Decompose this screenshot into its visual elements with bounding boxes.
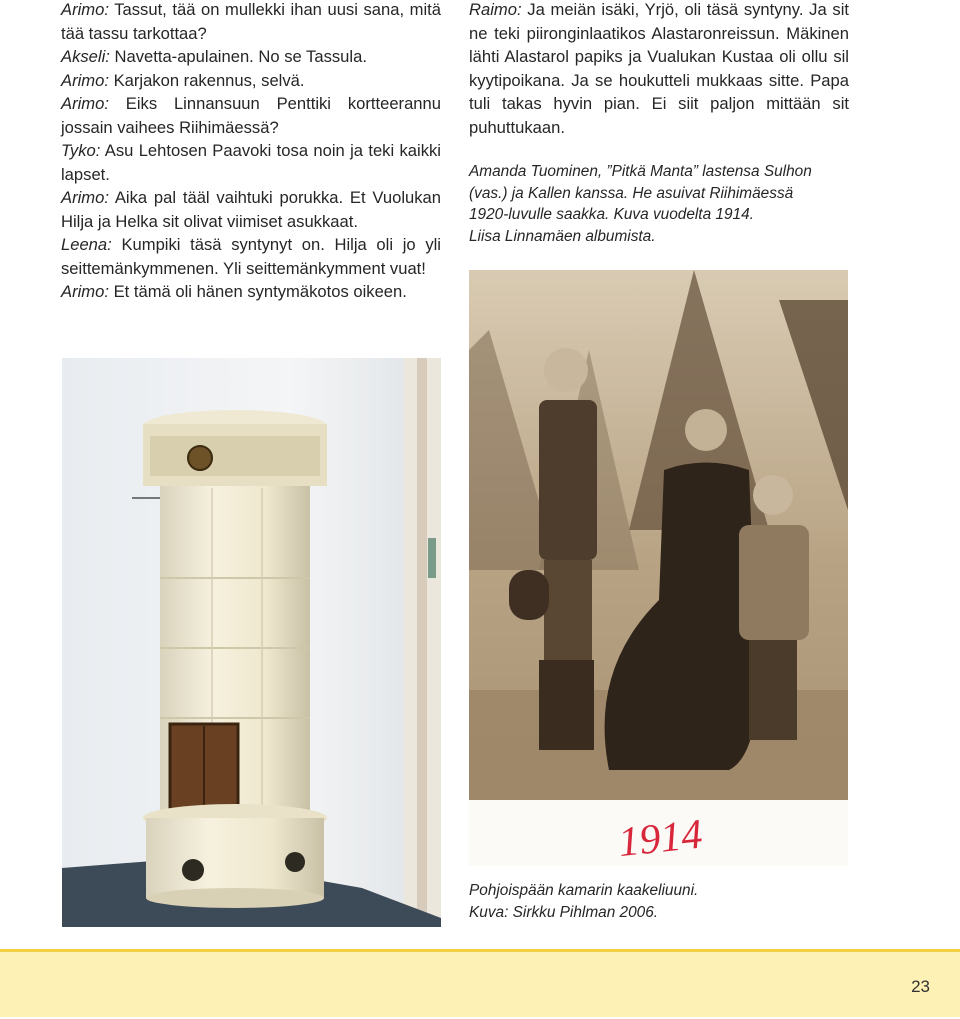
left-dialog-column [61, 0, 441, 304]
page-number: 23 [911, 977, 930, 996]
dialog-line: Raimo: Ja meiän isäki, Yrjö, oli täsä syntyny. Ja sit ne teki piironginlaatikos Alastaronreissun. Mäkinen lähti Alastarol papiks ja Vualukan Kustaa oli ollu sil kyytipoikana. Ja se houkutteli mukkaas sitte. Papa tuli takas hyvin pian. Ei siit paljon mittään sit puhuttukaan. [469, 0, 849, 137]
photo-caption: Amanda Tuominen, ”Pitkä Manta” lastensa Sulhon (vas.) ja Kallen kanssa. He asuivat Riihimäessä 1920-luvulle saakka. Kuva vuodelta 1914. Liisa Linnamäen albumista. [469, 163, 812, 245]
dialog-line: Leena: Kumpiki täsä syntynyt on. Hilja oli jo yli seittemänkymmenen. Yli seittemänkymment vuat! [61, 235, 441, 278]
right-text-column [469, 0, 849, 247]
photo-year-label: 1914 [616, 811, 705, 866]
dialog-line: Arimo: Aika pal tääl vaihtuki porukka. Et Vuolukan Hilja ja Helka sit olivat viimiset asukkaat. [61, 188, 441, 231]
tile-stove-photo [62, 358, 441, 927]
dialog-line: Arimo: Et tämä oli hänen syntymäkotos oikeen. [61, 282, 407, 301]
dialog-line: Arimo: Karjakon rakennus, selvä. [61, 70, 305, 90]
dialog-line: Tyko: Asu Lehtosen Paavoki tosa noin ja teki kaikki lapset. [61, 141, 441, 184]
family-photo-1914 [469, 270, 848, 866]
dialog-line: Akseli: Navetta-apulainen. No se Tassula. [61, 47, 367, 66]
dialog-line: Arimo: Eiks Linnansuun Penttiki kortteerannu jossain vaihees Riihimäessä? [61, 94, 441, 137]
page-footer [0, 949, 960, 1017]
dialog-line: Arimo: Tassut, tää on mullekki ihan uusi sana, mitä tää tassu tarkottaa? [61, 0, 441, 43]
stove-caption: Pohjoispään kamarin kaakeliuuni. Kuva: Sirkku Pihlman 2006. [469, 882, 699, 921]
